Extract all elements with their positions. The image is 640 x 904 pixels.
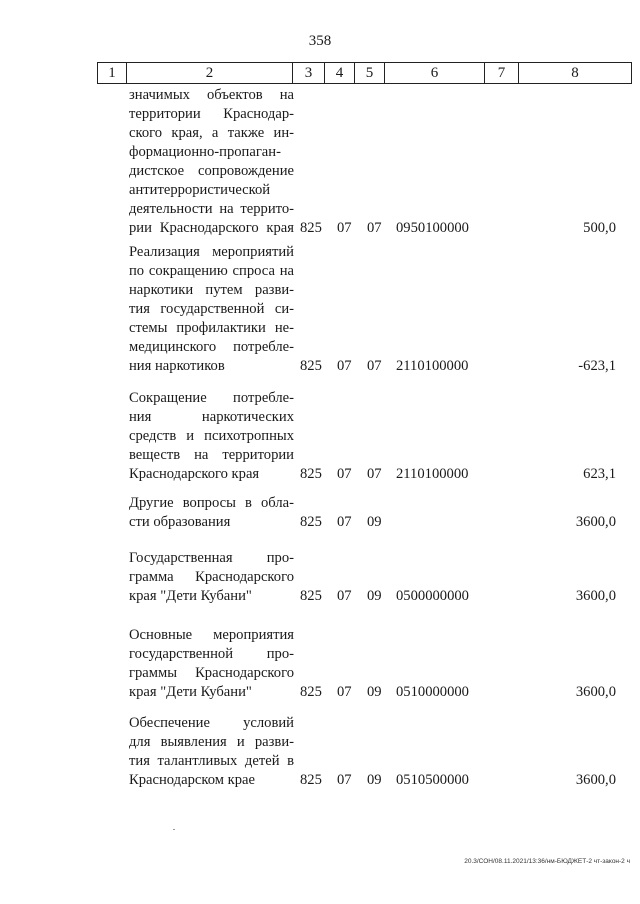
row-description [129, 243, 294, 376]
header-col-8: 8 [518, 63, 632, 83]
description-line: формационно-пропаган- [129, 144, 281, 160]
admin-code: 825 [300, 220, 322, 236]
admin-code: 825 [300, 514, 322, 530]
header-col-7: 7 [484, 63, 518, 83]
row-description [129, 714, 294, 790]
amount: 3600,0 [575, 684, 616, 700]
description-line: значимых объектов на [129, 87, 294, 103]
description-line: сти образования [129, 514, 231, 530]
description-line: антитеррористической [129, 182, 271, 198]
subsection-code: 07 [367, 220, 382, 236]
section-code: 07 [337, 588, 352, 604]
description-line: Государственная про- [129, 550, 294, 566]
amount: 623,1 [583, 466, 616, 482]
amount: 3600,0 [575, 514, 616, 530]
description-line: для выявления и разви- [129, 734, 294, 750]
admin-code: 825 [300, 772, 322, 788]
row-description [129, 549, 294, 606]
document-footer-code: 20.3/СОН/08.11.2021/13:36/нм-БЮДЖЕТ-2 чт-закон-2 ч [464, 858, 630, 865]
target-article-code: 0950100000 [396, 220, 469, 236]
subsection-code: 09 [367, 514, 382, 530]
subsection-code: 07 [367, 466, 382, 482]
header-col-1: 1 [97, 63, 126, 83]
header-col-3: 3 [292, 63, 324, 83]
section-code: 07 [337, 684, 352, 700]
description-line: наркотики путем разви- [129, 282, 294, 298]
section-code: 07 [337, 358, 352, 374]
description-line: средств и психотропных [129, 428, 294, 444]
subsection-code: 07 [367, 358, 382, 374]
description-line: ния наркотических [129, 409, 294, 425]
description-line: тия государственной си- [129, 301, 294, 317]
description-line: Краснодарском крае [129, 772, 255, 788]
description-line: дистское сопровождение [129, 163, 294, 179]
description-line: Сокращение потребле- [129, 390, 294, 406]
subsection-code: 09 [367, 588, 382, 604]
description-line: по сокращению спроса на [129, 263, 294, 279]
target-article-code: 2110100000 [396, 466, 469, 482]
description-line: территории Краснодар- [129, 106, 294, 122]
description-line: Другие вопросы в обла- [129, 495, 294, 511]
description-line: стемы профилактики не- [129, 320, 294, 336]
row-description [129, 494, 294, 532]
page-number: 358 [308, 33, 332, 49]
description-line: края "Дети Кубани" [129, 588, 252, 604]
row-description [129, 86, 294, 238]
description-line: Основные мероприятия [129, 627, 294, 643]
target-article-code: 0510000000 [396, 684, 469, 700]
scan-speck [173, 829, 175, 830]
description-line: медицинского потребле- [129, 339, 294, 355]
header-col-4: 4 [324, 63, 354, 83]
amount: 3600,0 [575, 772, 616, 788]
description-line: тия талантливых детей в [129, 753, 294, 769]
description-line: ния наркотиков [129, 358, 225, 374]
target-article-code: 0500000000 [396, 588, 469, 604]
description-line: грамма Краснодарского [129, 569, 294, 585]
description-line: деятельности на террито- [129, 201, 294, 217]
header-col-5: 5 [354, 63, 384, 83]
description-line: края "Дети Кубани" [129, 684, 252, 700]
description-line: государственной про- [129, 646, 294, 662]
header-col-6: 6 [384, 63, 484, 83]
description-line: рии Краснодарского края [129, 220, 294, 236]
admin-code: 825 [300, 466, 322, 482]
subsection-code: 09 [367, 772, 382, 788]
target-article-code: 0510500000 [396, 772, 469, 788]
section-code: 07 [337, 220, 352, 236]
admin-code: 825 [300, 358, 322, 374]
amount: 3600,0 [575, 588, 616, 604]
amount: 500,0 [583, 220, 616, 236]
description-line: Обеспечение условий [129, 715, 294, 731]
description-line: веществ на территории [129, 447, 294, 463]
amount: -623,1 [578, 358, 616, 374]
section-code: 07 [337, 514, 352, 530]
header-col-2: 2 [126, 63, 292, 83]
description-line: ского края, а также ин- [129, 125, 294, 141]
target-article-code: 2110100000 [396, 358, 469, 374]
section-code: 07 [337, 772, 352, 788]
description-line: Реализация мероприятий [129, 244, 294, 260]
subsection-code: 09 [367, 684, 382, 700]
row-description [129, 626, 294, 702]
table-header [97, 62, 632, 84]
description-line: Краснодарского края [129, 466, 260, 482]
admin-code: 825 [300, 588, 322, 604]
section-code: 07 [337, 466, 352, 482]
description-line: граммы Краснодарского [129, 665, 294, 681]
row-description [129, 389, 294, 484]
admin-code: 825 [300, 684, 322, 700]
